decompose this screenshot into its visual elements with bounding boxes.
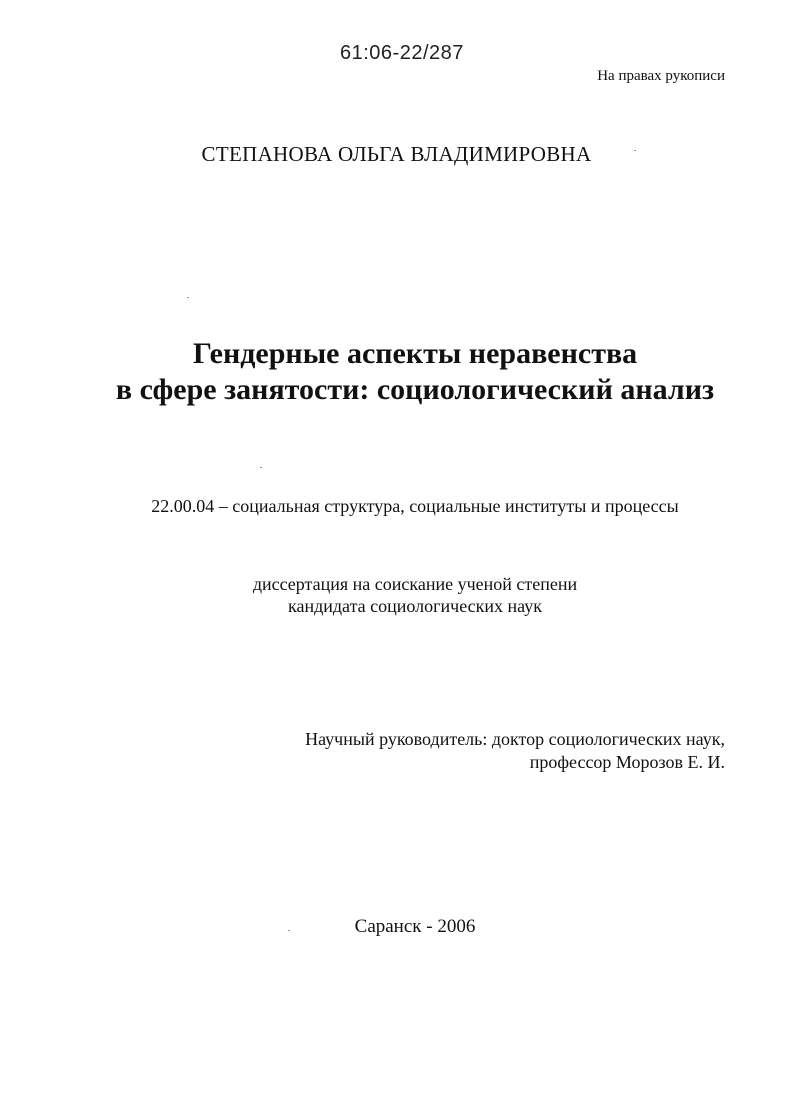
scan-speck (260, 467, 262, 468)
supervisor-line-1: Научный руководитель: доктор социологических наук, (305, 729, 725, 749)
supervisor-line-2: профессор Морозов Е. И. (529, 752, 725, 772)
supervisor-block (305, 728, 725, 774)
city-year: Саранск - 2006 (354, 916, 476, 937)
degree-line-1: диссертация на соискание ученой степени (252, 574, 578, 594)
title-line-1: Гендерные аспекты неравенства (192, 337, 638, 370)
rights-note: На правах рукописи (597, 68, 725, 84)
author-name: СТЕПАНОВА ОЛЬГА ВЛАДИМИРОВНА (201, 142, 592, 166)
scan-speck (634, 150, 636, 151)
degree-statement (0, 573, 793, 617)
specialty-code: 22.00.04 – социальная структура, социальные институты и процессы (151, 496, 679, 516)
scan-speck (187, 297, 189, 298)
scan-speck (288, 930, 290, 931)
title-line-2: в сфере занятости: социологический анализ (115, 373, 715, 406)
dissertation-title (0, 336, 793, 408)
archive-stamp: 61:06-22/287 (340, 42, 464, 64)
degree-line-2: кандидата социологических наук (288, 596, 542, 616)
